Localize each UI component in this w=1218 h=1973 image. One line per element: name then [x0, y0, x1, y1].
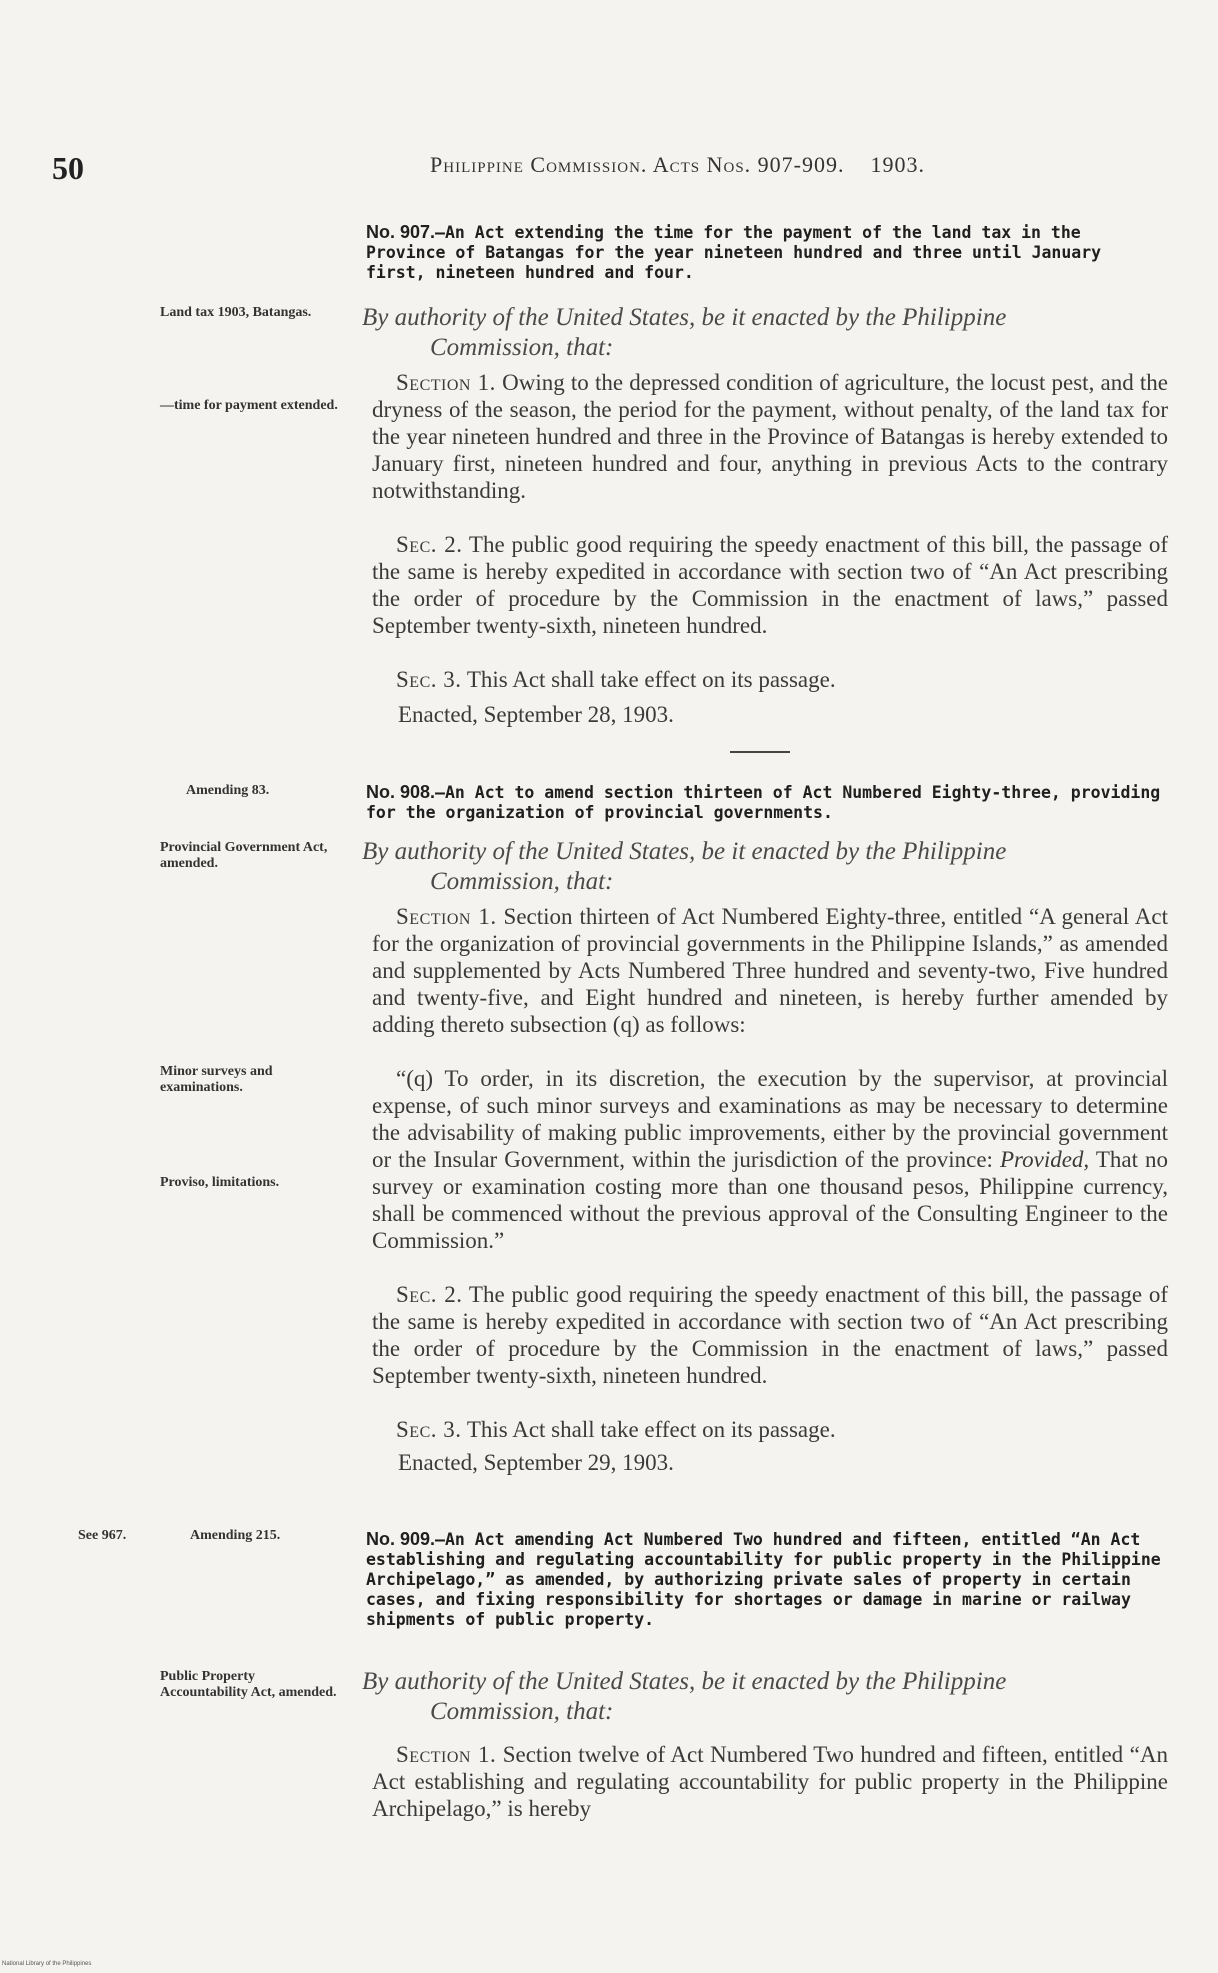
act-907-s3-text: This Act shall take effect on its passage.	[466, 667, 836, 692]
act-909-section-1	[372, 1741, 1168, 1822]
margin-note-amending-215: Amending 215.	[190, 1528, 281, 1543]
act-908-q-text-1: “(q) To order, in its discretion, the execution by the supervisor, at provincial expense, of such minor surveys and examinations as may be necessary to determine the advisability of making public improvements, either by the provincial government or the Insular Government, within the jurisdiction of the province:	[372, 1066, 1168, 1172]
footer-credit: National Library of the Philippines	[2, 1961, 92, 1967]
act-908-q-text-2: That no survey or examination costing more than one thousand pesos, Philippine currency, shall be commenced without the previous approval of the Consulting Engineer to the Commission.”	[372, 1147, 1168, 1253]
margin-note-proviso: Proviso, limitations.	[160, 1175, 280, 1190]
running-head	[430, 152, 925, 178]
act-909-s1-text: Section twelve of Act Numbered Two hundred and fifteen, entitled “An Act establishing and regulating accountability for public property in the Philippine Archipelago,” is hereby	[372, 1742, 1169, 1821]
act-908-s3-text: This Act shall take effect on its passage.	[466, 1417, 836, 1442]
margin-note-minor-surveys: Minor surveys and examinations.	[160, 1064, 273, 1095]
act-908-section-3	[372, 1416, 1168, 1443]
margin-note-time-extended: —time for payment extended.	[160, 398, 338, 413]
act-909-enacting-clause	[362, 1667, 1170, 1727]
act-908-enact-line-1: By authority of the United States, be it enacted by the Philippine	[362, 838, 1007, 865]
act-908-q-provided: Provided,	[999, 1147, 1090, 1172]
act-908-s2-lead: Sec. 2.	[396, 1282, 463, 1307]
act-907-section-1	[372, 369, 1168, 504]
act-908-section-2	[372, 1281, 1168, 1389]
act-907-number: No. 907.	[366, 222, 436, 242]
act-908-title-text: —An Act to amend section thirteen of Act Numbered Eighty-three, providing for the organization of provincial governments.	[366, 783, 1161, 822]
act-907-enact-line-2: Commission, that:	[430, 334, 614, 361]
margin-note-provincial-government: Provincial Government Act, amended.	[160, 840, 328, 871]
act-909-number: No. 909.	[366, 1529, 436, 1549]
act-907-enact-line-1: By authority of the United States, be it enacted by the Philippine	[362, 304, 1007, 331]
page-number: 50	[52, 150, 84, 186]
act-909-title-text: —An Act amending Act Numbered Two hundred and fifteen, entitled “An Act establishing and regulating accountability for public property in the Philippine Archipelago,” as amended, by authorizing private sales of property in certain cases, and fixing responsibility for shortages or damage in marine or railway shipments of public property.	[366, 1530, 1161, 1629]
act-907-s3-lead: Sec. 3.	[396, 667, 462, 692]
act-909-enact-line-2: Commission, that:	[430, 1698, 614, 1725]
act-908-enact-line-2: Commission, that:	[430, 868, 614, 895]
act-907-s2-text: The public good requiring the speedy enactment of this bill, the passage of the same is hereby expedited in accordance with section two of “An Act prescribing the order of procedure by the Commission in the enactment of laws,” passed September twenty-sixth, nineteen hundred.	[372, 532, 1168, 638]
act-908-section-1	[372, 903, 1168, 1038]
act-908-s1-text: Section thirteen of Act Numbered Eighty-three, entitled “A general Act for the organization of provincial governments in the Philippine Islands,” as amended and supplemented by Acts Numbered Three hundred and seventy-two, Five hundred and twenty-five, and Eight hundred and nineteen, is hereby further amended by adding thereto subsection (q) as follows:	[372, 904, 1169, 1037]
act-908-s1-lead: Section 1.	[396, 904, 497, 929]
running-head-year: 1903.	[870, 152, 925, 177]
act-907-s1-lead: Section 1.	[396, 370, 496, 395]
act-907-section-3	[372, 666, 1168, 693]
act-908-s3-lead: Sec. 3.	[396, 1417, 462, 1442]
running-head-title: Philippine Commission. Acts Nos. 907-909.	[430, 152, 845, 177]
act-907-title	[366, 222, 1168, 283]
section-divider	[730, 751, 790, 753]
act-908-number: No. 908.	[366, 782, 436, 802]
act-909-enact-line-1: By authority of the United States, be it enacted by the Philippine	[362, 1668, 1007, 1695]
act-907-enacting-clause	[362, 303, 1170, 363]
act-909-title	[366, 1529, 1168, 1630]
act-907-enacted-date: Enacted, September 28, 1903.	[398, 702, 674, 727]
act-907-s1-text: Owing to the depressed condition of agriculture, the locust pest, and the dryness of the season, the period for the payment, without penalty, of the land tax for the year nineteen hundred and three in the Province of Batangas is hereby extended to January first, nineteen hundred and four, anything in previous Acts to the contrary notwithstanding.	[372, 370, 1169, 503]
margin-note-land-tax: Land tax 1903, Batangas.	[160, 305, 312, 320]
margin-note-see-967: See 967.	[78, 1528, 127, 1543]
act-908-s2-text: The public good requiring the speedy enactment of this bill, the passage of the same is hereby expedited in accordance with section two of “An Act prescribing the order of procedure by the Commission in the enactment of laws,” passed September twenty-sixth, nineteen hundred.	[372, 1282, 1168, 1388]
act-907-s2-lead: Sec. 2.	[396, 532, 463, 557]
act-907-title-text: —An Act extending the time for the payment of the land tax in the Province of Batangas for the year nineteen hundred and three until January first, nineteen hundred and four.	[366, 223, 1102, 282]
act-908-enacted-date: Enacted, September 29, 1903.	[398, 1450, 674, 1475]
act-908-enacting-clause	[362, 837, 1170, 897]
margin-note-public-property: Public Property Accountability Act, amended.	[160, 1669, 337, 1700]
act-908-title	[366, 782, 1168, 823]
act-907-section-2	[372, 531, 1168, 639]
margin-note-amending-83: Amending 83.	[186, 783, 270, 798]
act-909-s1-lead: Section 1.	[396, 1742, 497, 1767]
act-908-subsection-q	[372, 1065, 1168, 1254]
